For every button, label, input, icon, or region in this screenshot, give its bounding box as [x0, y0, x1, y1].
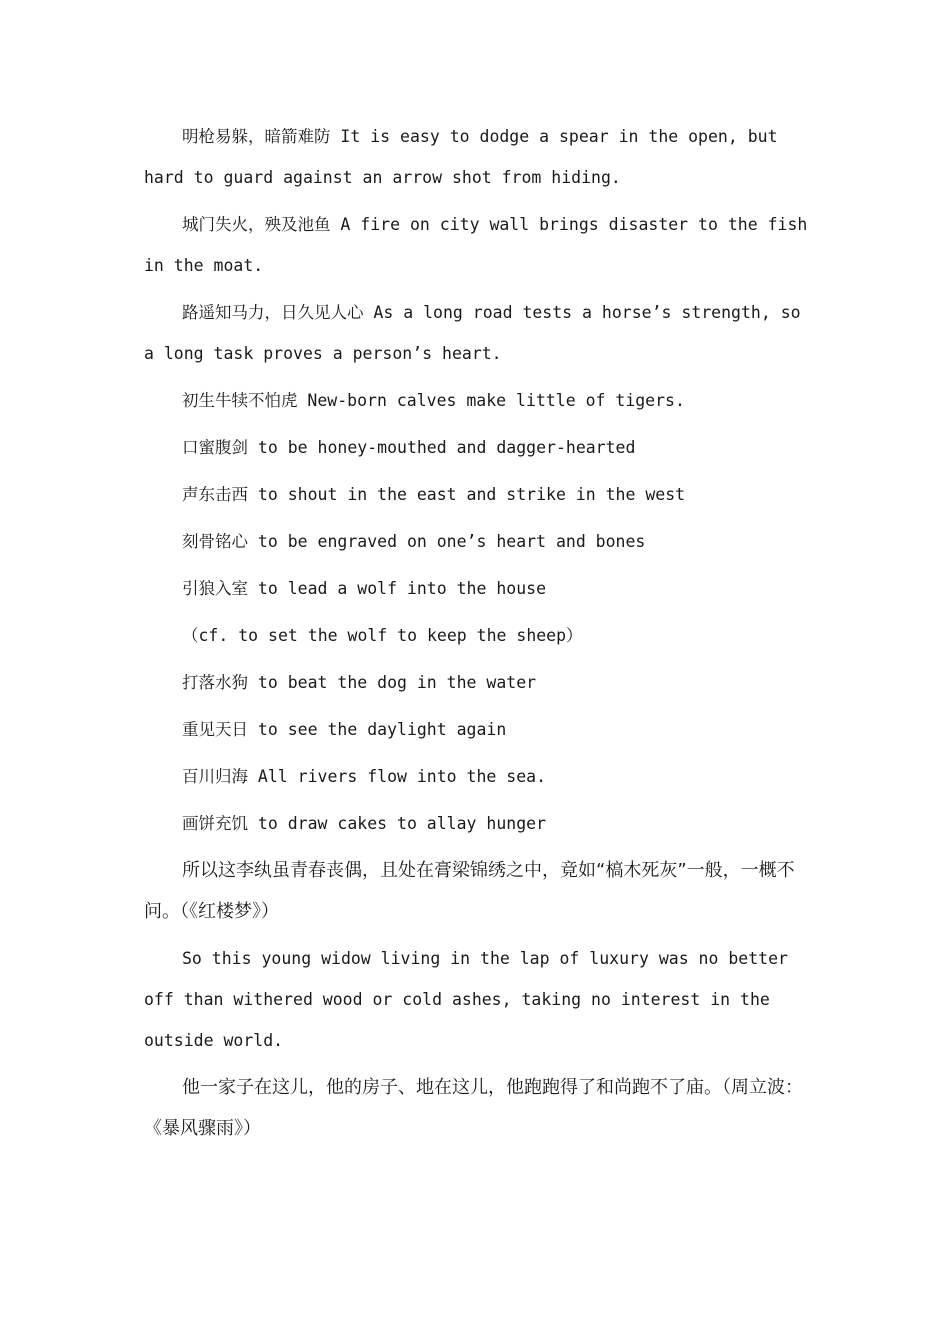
paragraph-quote-zhou-libo-chinese: 他一家子在这儿，他的房子、地在这儿，他跑跑得了和尚跑不了庙。（周立波：《暴风骤雨》） [144, 1077, 803, 1139]
paragraph-idiom-draw-cakes: 画饼充饥 to draw cakes to allay hunger [182, 814, 547, 833]
paragraph-idiom-wolf-sheep-note: （cf. to set the wolf to keep the sheep） [182, 626, 583, 645]
paragraph-idiom-daylight: 重见天日 to see the daylight again [182, 720, 507, 739]
paragraph-idiom-calves-tigers: 初生牛犊不怕虎 New-born calves make little of tigers. [182, 391, 685, 410]
paragraph-idiom-east-west: 声东击西 to shout in the east and strike in the west [182, 485, 686, 504]
paragraph-quote-honglou-english: So this young widow living in the lap of luxury was no better off than withered wood or cold ashes, taking no interest in the outside world. [144, 949, 788, 1050]
paragraph-idiom-dog-water: 打落水狗 to beat the dog in the water [182, 673, 537, 692]
document-body [144, 116, 812, 1155]
paragraph-idiom-city-fire: 城门失火，殃及池鱼 A fire on city wall brings disaster to the fish in the moat. [144, 215, 808, 275]
paragraph-idiom-rivers-sea: 百川归海 All rivers flow into the sea. [182, 767, 547, 786]
paragraph-idiom-honey-dagger: 口蜜腹剑 to be honey-mouthed and dagger-hearted [182, 438, 636, 457]
paragraph-idiom-wolf-house: 引狼入室 to lead a wolf into the house [182, 579, 547, 598]
paragraph-idiom-heart-bones: 刻骨铭心 to be engraved on one’s heart and bones [182, 532, 646, 551]
paragraph-idiom-road-horse: 路遥知马力，日久见人心 As a long road tests a horse’s strength, so a long task proves a person’s heart. [144, 303, 801, 363]
paragraph-idiom-spear-arrow: 明枪易躲，暗箭难防 It is easy to dodge a spear in the open, but hard to guard against an arrow shot from hiding. [144, 127, 778, 187]
paragraph-quote-honglou-chinese: 所以这李纨虽青春丧偶，且处在膏梁锦绣之中，竟如“槁木死灰”一般，一概不问。（《红楼梦》） [144, 860, 795, 922]
